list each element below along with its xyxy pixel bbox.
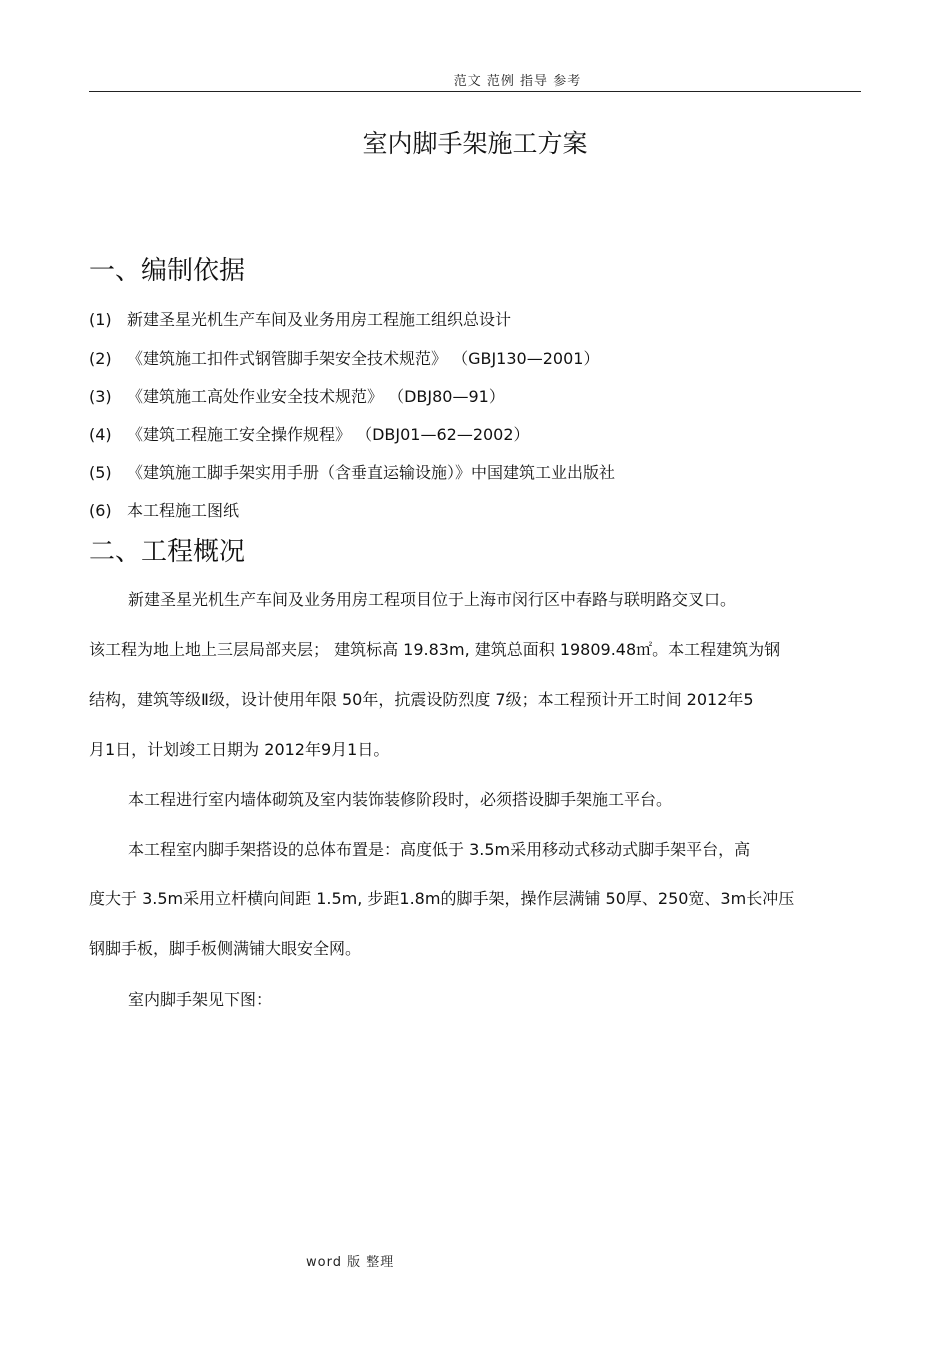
reference-number: (6)	[89, 501, 112, 520]
section-heading-basis: 一、编制依据	[89, 256, 246, 286]
reference-number: (2)	[89, 349, 112, 368]
reference-text: 新建圣星光机生产车间及业务用房工程施工组织总设计	[127, 310, 512, 329]
reference-text: 《建筑施工脚手架实用手册（含垂直运输设施）》中国建筑工业出版社	[127, 463, 616, 482]
reference-number: (1)	[89, 310, 112, 329]
page-footer: word 版 整理	[306, 1255, 395, 1270]
paragraph-line: 钢脚手板，脚手板侧满铺大眼安全网。	[89, 939, 362, 958]
reference-number: (3)	[89, 387, 112, 406]
paragraph-line: 结构，建筑等级Ⅱ级，设计使用年限 50年，抗震设防烈度 7级；本工程预计开工时间 2012年5	[89, 690, 754, 709]
document-title: 室内脚手架施工方案	[362, 129, 588, 158]
paragraph-line: 月1日，计划竣工日期为 2012年9月1日。	[89, 740, 390, 759]
paragraph-line: 室内脚手架见下图：	[128, 990, 273, 1009]
section-heading-overview: 二、工程概况	[89, 537, 246, 567]
reference-item	[89, 460, 615, 483]
reference-item	[89, 307, 511, 330]
paragraph-line: 该工程为地上地上三层局部夹层； 建筑标高 19.83m, 建筑总面积 19809.48㎡。本工程建筑为钢	[89, 640, 781, 659]
reference-text: 《建筑工程施工安全操作规程》 （DBJ01—62—2002）	[127, 425, 530, 444]
reference-item	[89, 346, 599, 369]
page-header: 范文 范例 指导 参考	[453, 74, 582, 89]
reference-text: 《建筑施工扣件式钢管脚手架安全技术规范》 （GBJ130—2001）	[127, 349, 600, 368]
reference-number: (5)	[89, 463, 112, 482]
paragraph-line: 本工程进行室内墙体砌筑及室内装饰装修阶段时，必须搭设脚手架施工平台。	[128, 790, 673, 809]
paragraph-line: 新建圣星光机生产车间及业务用房工程项目位于上海市闵行区中春路与联明路交叉口。	[128, 590, 737, 609]
header-divider	[89, 91, 861, 92]
paragraph-line: 度大于 3.5m采用立杆横向间距 1.5m, 步距1.8m的脚手架，操作层满铺 50厚、250宽、3m长冲压	[89, 889, 795, 908]
paragraph-line: 本工程室内脚手架搭设的总体布置是：高度低于 3.5m采用移动式移动式脚手架平台，高	[128, 840, 751, 859]
reference-text: 《建筑施工高处作业安全技术规范》 （DBJ80—91）	[127, 387, 505, 406]
reference-text: 本工程施工图纸	[127, 501, 240, 520]
reference-item	[89, 422, 530, 445]
reference-item	[89, 498, 239, 521]
reference-item	[89, 384, 505, 407]
reference-number: (4)	[89, 425, 112, 444]
